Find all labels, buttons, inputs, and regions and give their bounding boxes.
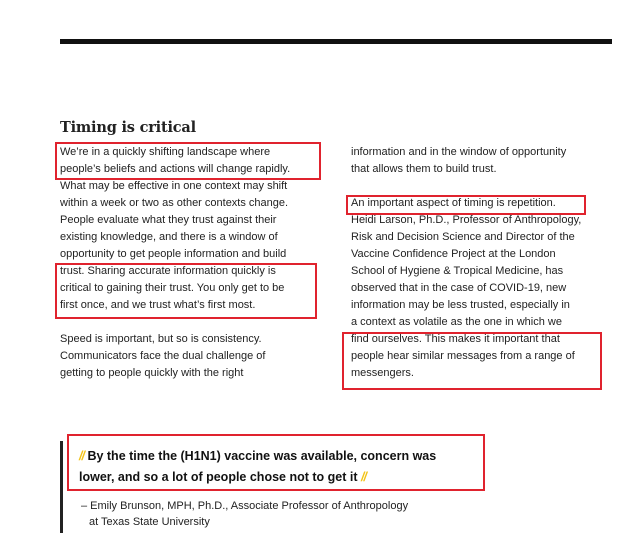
pull-quote-bar: [60, 441, 63, 533]
text-line: people’s beliefs and actions will change rapidly.: [60, 163, 291, 175]
text-line: a context as volatile as the one in which we: [351, 316, 562, 328]
text-line: existing knowledge, and there is a window of: [60, 231, 278, 243]
pull-quote-line: [79, 446, 479, 467]
text-line: People evaluate what they trust against their: [60, 214, 277, 226]
text-line: observed that in the case of COVID-19, new: [351, 282, 567, 294]
text-line: Speed is important, but so is consistency.: [60, 333, 262, 345]
highlight-box-repetition: [346, 195, 586, 215]
quote-attribution: [81, 498, 408, 530]
left-paragraph-2: [60, 331, 330, 382]
highlight-box-shifting-landscape: [55, 142, 321, 180]
pull-quote: [79, 446, 479, 488]
text-line: information may be less trusted, especially in: [351, 299, 570, 311]
text-line: School of Hygiene & Tropical Medicine, has: [351, 265, 564, 277]
top-rule: [60, 39, 612, 44]
text-line: What may be effective in one context may shift: [60, 180, 288, 192]
text-line: An important aspect of timing is repetition.: [351, 197, 556, 209]
paragraph-gap: [351, 178, 606, 195]
text-line: Vaccine Confidence Project at the London: [351, 248, 556, 260]
text-line: find ourselves. This makes it important that: [351, 333, 560, 345]
text-line: We’re in a quickly shifting landscape where: [60, 146, 271, 158]
pull-quote-line: [79, 467, 479, 488]
pull-quote-text: lower, and so a lot of people chose not to get it: [79, 470, 358, 484]
text-line: that allows them to build trust.: [351, 163, 497, 175]
text-line: Risk and Decision Science and Director of the: [351, 231, 575, 243]
text-line: Communicators face the dual challenge of: [60, 350, 266, 362]
right-paragraph-1: [351, 144, 606, 178]
text-line: first once, and we trust what’s first most.: [60, 299, 256, 311]
text-line: getting to people quickly with the right: [60, 367, 244, 379]
section-heading: Timing is critical: [60, 119, 196, 136]
text-line: information and in the window of opportunity: [351, 146, 567, 158]
text-line: Heidi Larson, Ph.D., Professor of Anthropology,: [351, 214, 582, 226]
text-line: trust. Sharing accurate information quickly is: [60, 265, 276, 277]
highlight-box-range-of-messengers: [342, 332, 602, 390]
open-quote-icon: //: [79, 449, 84, 463]
close-quote-icon: //: [360, 470, 366, 484]
text-line: opportunity to get people information and build: [60, 248, 287, 260]
attribution-line: at Texas State University: [89, 516, 210, 528]
pull-quote-text: By the time the (H1N1) vaccine was available, concern was: [87, 449, 437, 463]
attribution-line: – Emily Brunson, MPH, Ph.D., Associate Professor of Anthropology: [81, 500, 409, 512]
text-line: messengers.: [351, 367, 414, 379]
highlight-box-sharing-accurate-info: [55, 263, 317, 319]
text-line: people hear similar messages from a range of: [351, 350, 575, 362]
text-line: critical to gaining their trust. You only get to be: [60, 282, 285, 294]
text-line: within a week or two as other contexts change.: [60, 197, 289, 209]
